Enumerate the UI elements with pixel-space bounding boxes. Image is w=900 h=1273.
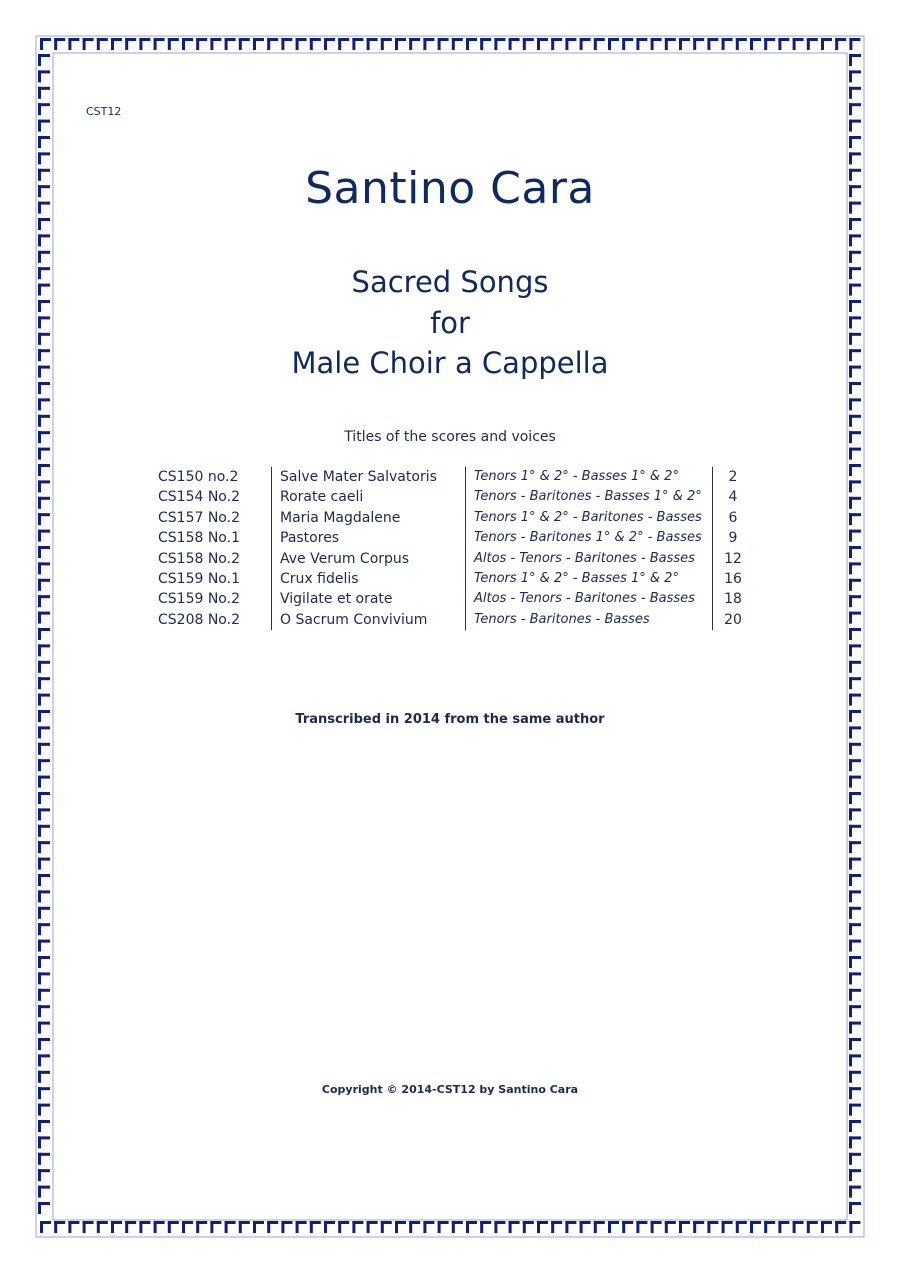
- border-key-segment: [38, 103, 50, 106]
- border-key-segment: [381, 1221, 384, 1233]
- border-key-segment: [849, 874, 861, 877]
- subtitle-line-2: for: [430, 306, 470, 340]
- border-key-segment: [38, 1120, 50, 1123]
- border-key-segment: [38, 808, 50, 811]
- toc-voices: Tenors - Baritones 1° & 2° - Basses: [466, 528, 713, 548]
- border-key-segment: [139, 1221, 142, 1233]
- border-key-segment: [849, 513, 861, 516]
- border-key-segment: [395, 38, 398, 50]
- border-key-segment: [54, 38, 57, 50]
- border-key-segment: [565, 38, 568, 50]
- border-key-segment: [849, 841, 861, 844]
- border-key-segment: [38, 989, 50, 992]
- border-key-segment: [849, 382, 861, 385]
- border-inner-line: [53, 53, 847, 1220]
- border-key-segment: [38, 661, 50, 664]
- border-key-segment: [636, 38, 639, 50]
- toc-table: [152, 467, 753, 630]
- border-key-segment: [807, 38, 810, 50]
- border-key-segment: [38, 398, 50, 401]
- border-key-segment: [239, 1221, 242, 1233]
- border-key-segment: [225, 38, 228, 50]
- toc-title: Crux fidelis: [272, 569, 466, 589]
- border-key-segment: [225, 1221, 228, 1233]
- border-key-segment: [38, 251, 50, 254]
- transcription-note: Transcribed in 2014 from the same author: [295, 712, 605, 727]
- border-key-segment: [296, 1221, 299, 1233]
- border-key-segment: [523, 1221, 526, 1233]
- border-key-segment: [707, 38, 710, 50]
- toc-page: 12: [724, 550, 742, 567]
- toc-title: Rorate caeli: [272, 487, 466, 507]
- border-key-segment: [154, 1221, 157, 1233]
- border-key-segment: [38, 120, 50, 123]
- border-key-segment: [551, 38, 554, 50]
- border-key-segment: [38, 776, 50, 779]
- border-key-segment: [38, 644, 50, 647]
- border-key-segment: [807, 1221, 810, 1233]
- toc-row: [152, 549, 753, 569]
- border-key-segment: [38, 595, 50, 598]
- toc-voices: Tenors 1° & 2° - Basses 1° & 2°: [466, 569, 713, 589]
- toc-code: CS208 No.2: [152, 610, 272, 630]
- border-key-segment: [38, 513, 50, 516]
- border-key-segment: [849, 120, 861, 123]
- border-key-segment: [38, 792, 50, 795]
- border-key-segment: [38, 87, 50, 90]
- border-key-segment: [580, 1221, 583, 1233]
- border-outer-line: [36, 36, 864, 1237]
- border-key-segment: [849, 1005, 861, 1008]
- border-key-segment: [849, 612, 861, 615]
- border-key-segment: [849, 743, 861, 746]
- border-key-segment: [54, 1221, 57, 1233]
- border-key-segment: [38, 940, 50, 943]
- toc-page: 6: [728, 509, 738, 526]
- border-key-segment: [438, 1221, 441, 1233]
- border-key-segment: [537, 1221, 540, 1233]
- border-key-segment: [693, 1221, 696, 1233]
- border-key-segment: [38, 923, 50, 926]
- border-key-segment: [38, 1022, 50, 1025]
- border-key-segment: [849, 956, 861, 959]
- border-key-segment: [38, 1071, 50, 1074]
- subtitle-line-1: Sacred Songs: [351, 265, 549, 299]
- toc-page: 9: [728, 530, 738, 547]
- border-key-segment: [849, 480, 861, 483]
- toc-page: 20: [724, 611, 742, 628]
- border-key-segment: [210, 1221, 213, 1233]
- border-key-segment: [849, 1221, 852, 1233]
- toc-code: CS159 No.2: [152, 589, 272, 609]
- border-key-segment: [594, 1221, 597, 1233]
- border-key-segment: [310, 38, 313, 50]
- border-key-segment: [849, 907, 861, 910]
- border-key-segment: [551, 1221, 554, 1233]
- border-key-segment: [324, 1221, 327, 1233]
- border-key-segment: [38, 874, 50, 877]
- border-key-segment: [849, 825, 861, 828]
- border-key-segment: [38, 1038, 50, 1041]
- border-key-segment: [849, 415, 861, 418]
- border-key-segment: [651, 1221, 654, 1233]
- border-key-segment: [38, 546, 50, 549]
- border-key-segment: [38, 1054, 50, 1057]
- border-key-segment: [849, 152, 861, 155]
- border-key-segment: [849, 694, 861, 697]
- border-key-segment: [381, 38, 384, 50]
- toc-voices: Tenors 1° & 2° - Baritones - Basses: [466, 508, 713, 528]
- toc-page: 18: [724, 591, 742, 608]
- border-key-segment: [778, 38, 781, 50]
- border-key-segment: [68, 1221, 71, 1233]
- border-key-segment: [38, 841, 50, 844]
- toc-title: O Sacrum Convivium: [272, 610, 466, 630]
- toc-code: CS154 No.2: [152, 487, 272, 507]
- border-key-segment: [38, 152, 50, 155]
- border-key-segment: [281, 38, 284, 50]
- border-key-segment: [352, 38, 355, 50]
- border-key-segment: [97, 1221, 100, 1233]
- border-key-segment: [849, 87, 861, 90]
- toc-voices: Tenors - Baritones - Basses 1° & 2°: [466, 487, 713, 507]
- border-key-segment: [168, 1221, 171, 1233]
- border-key-segment: [38, 464, 50, 467]
- toc-code: CS158 No.2: [152, 549, 272, 569]
- toc-row: [152, 589, 753, 609]
- border-key-segment: [849, 546, 861, 549]
- border-key-segment: [38, 415, 50, 418]
- toc-title: Vigilate et orate: [272, 589, 466, 609]
- border-key-segment: [849, 136, 861, 139]
- border-key-segment: [423, 38, 426, 50]
- border-key-segment: [821, 38, 824, 50]
- border-key-segment: [849, 1186, 861, 1189]
- toc-title: Ave Verum Corpus: [272, 549, 466, 569]
- border-key-segment: [565, 1221, 568, 1233]
- border-key-segment: [68, 38, 71, 50]
- border-key-segment: [849, 595, 861, 598]
- border-key-segment: [338, 1221, 341, 1233]
- border-key-segment: [38, 530, 50, 533]
- border-key-segment: [764, 38, 767, 50]
- border-key-segment: [849, 1169, 861, 1172]
- border-key-segment: [679, 1221, 682, 1233]
- border-key-segment: [849, 464, 861, 467]
- border-key-segment: [409, 38, 412, 50]
- border-key-segment: [651, 38, 654, 50]
- border-key-segment: [452, 1221, 455, 1233]
- toc-voices: Tenors - Baritones - Basses: [466, 610, 713, 630]
- toc-code: CS157 No.2: [152, 508, 272, 528]
- border-key-segment: [849, 103, 861, 106]
- border-key-segment: [849, 989, 861, 992]
- border-key-segment: [537, 38, 540, 50]
- border-key-segment: [253, 1221, 256, 1233]
- border-key-segment: [849, 1120, 861, 1123]
- border-key-segment: [38, 70, 50, 73]
- border-key-segment: [849, 38, 852, 50]
- toc-page: 2: [728, 469, 738, 485]
- border-key-segment: [736, 1221, 739, 1233]
- border-key-segment: [849, 858, 861, 861]
- border-key-segment: [793, 38, 796, 50]
- border-key-segment: [849, 628, 861, 631]
- border-key-segment: [480, 38, 483, 50]
- border-key-segment: [849, 251, 861, 254]
- border-key-segment: [38, 1186, 50, 1189]
- border-key-segment: [594, 38, 597, 50]
- toc-code: CS150 no.2: [152, 467, 272, 487]
- border-key-segment: [38, 1202, 50, 1205]
- border-key-segment: [849, 808, 861, 811]
- border-key-segment: [40, 1221, 43, 1233]
- border-key-segment: [38, 890, 50, 893]
- border-key-segment: [38, 694, 50, 697]
- border-key-segment: [665, 38, 668, 50]
- border-key-segment: [168, 38, 171, 50]
- toc-row: [152, 610, 753, 630]
- border-key-segment: [409, 1221, 412, 1233]
- border-key-segment: [849, 300, 861, 303]
- border-key-segment: [38, 579, 50, 582]
- border-key-segment: [849, 1136, 861, 1139]
- toc-voices: Tenors 1° & 2° - Basses 1° & 2°: [466, 467, 713, 487]
- toc-row: [152, 508, 753, 528]
- toc-code: CS159 No.1: [152, 569, 272, 589]
- border-key-segment: [38, 972, 50, 975]
- toc-page: 4: [728, 489, 738, 506]
- border-key-segment: [849, 562, 861, 565]
- border-key-segment: [849, 70, 861, 73]
- border-key-segment: [139, 38, 142, 50]
- border-key-segment: [707, 1221, 710, 1233]
- border-key-segment: [849, 1202, 861, 1205]
- border-key-segment: [849, 759, 861, 762]
- border-key-segment: [793, 1221, 796, 1233]
- border-key-segment: [38, 1153, 50, 1156]
- border-key-segment: [608, 1221, 611, 1233]
- border-key-segment: [835, 1221, 838, 1233]
- border-key-segment: [210, 38, 213, 50]
- border-key-segment: [38, 1169, 50, 1172]
- border-key-segment: [111, 38, 114, 50]
- border-key-segment: [736, 38, 739, 50]
- border-key-segment: [38, 907, 50, 910]
- toc-title: Salve Mater Salvatoris: [272, 467, 466, 487]
- copyright-notice: Copyright © 2014-CST12 by Santino Cara: [321, 1083, 579, 1096]
- border-key-segment: [38, 448, 50, 451]
- border-key-segment: [38, 743, 50, 746]
- border-key-segment: [196, 1221, 199, 1233]
- border-key-segment: [849, 940, 861, 943]
- toc-title: Pastores: [272, 528, 466, 548]
- border-key-segment: [367, 1221, 370, 1233]
- toc-row: [152, 487, 753, 507]
- border-key-segment: [849, 54, 861, 57]
- border-key-segment: [466, 1221, 469, 1233]
- border-key-segment: [83, 38, 86, 50]
- border-key-segment: [849, 792, 861, 795]
- border-key-segment: [125, 38, 128, 50]
- border-key-segment: [608, 38, 611, 50]
- border-key-segment: [38, 858, 50, 861]
- border-key-segment: [38, 234, 50, 237]
- border-key-segment: [849, 1038, 861, 1041]
- border-key-segment: [310, 1221, 313, 1233]
- border-key-segment: [196, 38, 199, 50]
- border-key-segment: [38, 480, 50, 483]
- border-key-segment: [352, 1221, 355, 1233]
- toc-heading: Titles of the scores and voices: [344, 429, 556, 445]
- toc-title: Maria Magdalene: [272, 508, 466, 528]
- border-key-segment: [296, 38, 299, 50]
- border-key-segment: [38, 54, 50, 57]
- border-key-segment: [438, 38, 441, 50]
- border-key-segment: [849, 448, 861, 451]
- border-key-segment: [722, 38, 725, 50]
- composer-name: Santino Cara: [305, 163, 595, 214]
- border-key-segment: [849, 218, 861, 221]
- border-key-segment: [38, 136, 50, 139]
- border-key-segment: [494, 1221, 497, 1233]
- border-key-segment: [849, 497, 861, 500]
- border-key-segment: [267, 38, 270, 50]
- catalog-code: CST12: [86, 105, 122, 118]
- border-key-segment: [154, 38, 157, 50]
- border-key-segment: [38, 628, 50, 631]
- border-key-segment: [324, 38, 327, 50]
- toc-page: 16: [724, 571, 742, 588]
- border-key-segment: [849, 677, 861, 680]
- border-key-segment: [97, 38, 100, 50]
- border-key-segment: [38, 677, 50, 680]
- border-key-segment: [849, 890, 861, 893]
- border-key-segment: [40, 38, 43, 50]
- toc-row: [152, 528, 753, 548]
- border-key-segment: [38, 1104, 50, 1107]
- border-key-segment: [182, 38, 185, 50]
- border-key-segment: [38, 759, 50, 762]
- border-key-segment: [423, 1221, 426, 1233]
- toc-row: [152, 569, 753, 589]
- border-key-segment: [38, 825, 50, 828]
- border-key-segment: [636, 1221, 639, 1233]
- border-key-segment: [338, 38, 341, 50]
- border-key-segment: [849, 1153, 861, 1156]
- border-key-segment: [509, 38, 512, 50]
- border-key-segment: [267, 1221, 270, 1233]
- border-key-segment: [722, 1221, 725, 1233]
- toc-row: [152, 467, 753, 487]
- toc-code: CS158 No.1: [152, 528, 272, 548]
- border-key-segment: [125, 1221, 128, 1233]
- border-key-segment: [849, 1071, 861, 1074]
- border-key-segment: [622, 38, 625, 50]
- border-key-segment: [849, 1022, 861, 1025]
- border-key-segment: [849, 661, 861, 664]
- border-key-segment: [849, 644, 861, 647]
- border-key-segment: [38, 1005, 50, 1008]
- border-key-segment: [480, 1221, 483, 1233]
- border-key-segment: [849, 530, 861, 533]
- border-key-segment: [111, 1221, 114, 1233]
- border-key-segment: [849, 776, 861, 779]
- border-key-segment: [38, 956, 50, 959]
- border-key-segment: [849, 398, 861, 401]
- toc-voices: Altos - Tenors - Baritones - Basses: [466, 589, 713, 609]
- border-key-segment: [778, 1221, 781, 1233]
- border-key-segment: [38, 562, 50, 565]
- border-key-segment: [367, 38, 370, 50]
- border-key-segment: [580, 38, 583, 50]
- border-key-segment: [764, 1221, 767, 1233]
- border-key-segment: [38, 497, 50, 500]
- border-key-segment: [466, 38, 469, 50]
- border-key-segment: [452, 38, 455, 50]
- border-key-segment: [849, 923, 861, 926]
- border-key-segment: [835, 38, 838, 50]
- border-key-segment: [849, 579, 861, 582]
- border-key-segment: [849, 1054, 861, 1057]
- border-key-segment: [38, 612, 50, 615]
- border-key-segment: [523, 38, 526, 50]
- border-key-segment: [38, 382, 50, 385]
- border-key-segment: [622, 1221, 625, 1233]
- border-key-segment: [679, 38, 682, 50]
- border-key-segment: [821, 1221, 824, 1233]
- border-key-segment: [849, 1104, 861, 1107]
- border-key-segment: [281, 1221, 284, 1233]
- border-key-segment: [395, 1221, 398, 1233]
- border-key-segment: [253, 38, 256, 50]
- border-key-segment: [750, 38, 753, 50]
- border-key-segment: [83, 1221, 86, 1233]
- border-key-segment: [849, 234, 861, 237]
- border-key-segment: [509, 1221, 512, 1233]
- border-key-segment: [750, 1221, 753, 1233]
- border-key-segment: [38, 1136, 50, 1139]
- border-key-segment: [693, 38, 696, 50]
- border-key-segment: [849, 972, 861, 975]
- border-key-segment: [182, 1221, 185, 1233]
- toc-voices: Altos - Tenors - Baritones - Basses: [466, 549, 713, 569]
- border-key-segment: [239, 38, 242, 50]
- border-key-segment: [38, 218, 50, 221]
- border-key-segment: [38, 300, 50, 303]
- border-key-segment: [494, 38, 497, 50]
- border-key-segment: [665, 1221, 668, 1233]
- subtitle-line-3: Male Choir a Cappella: [291, 346, 609, 380]
